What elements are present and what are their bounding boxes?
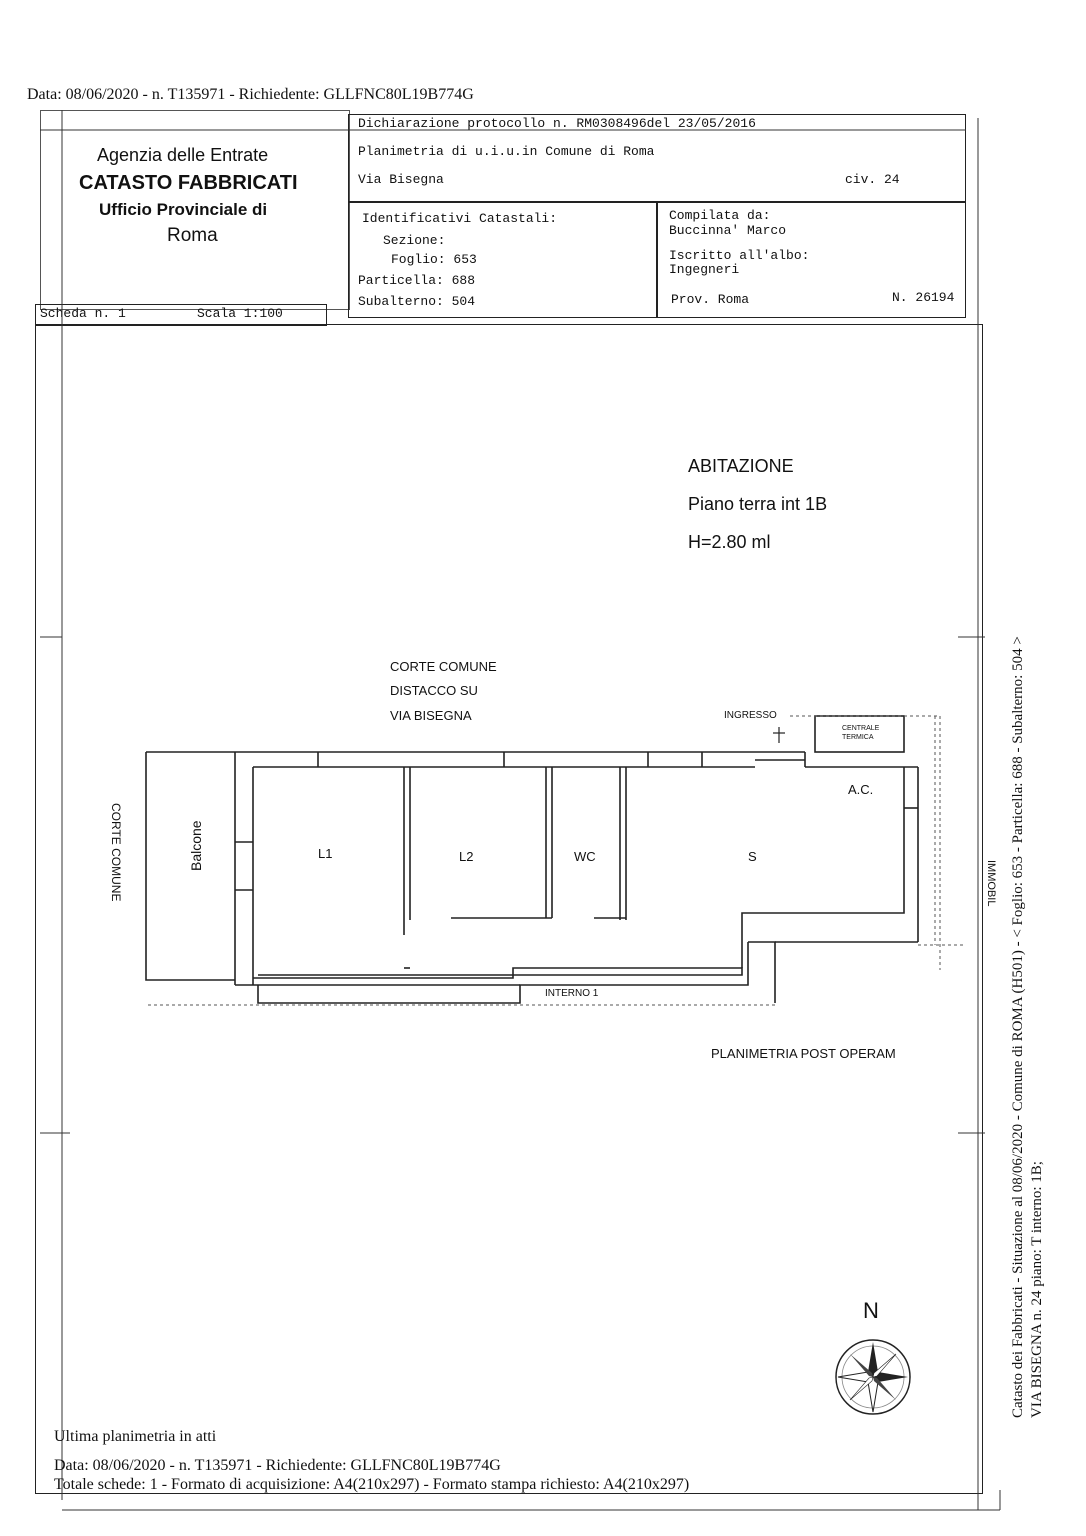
- post-operam-label: PLANIMETRIA POST OPERAM: [711, 1046, 896, 1061]
- foglio-field: Foglio: 653: [391, 252, 477, 267]
- corte-label-3: VIA BISEGNA: [390, 708, 472, 723]
- subalterno-field: Subalterno: 504: [358, 294, 476, 309]
- scale-label: Scala 1:100: [197, 306, 283, 321]
- north-label: N: [863, 1298, 879, 1323]
- centrale-label-2: TERMICA: [842, 734, 874, 741]
- ufficio-label: Ufficio Provinciale di: [99, 200, 268, 219]
- room-s: S: [748, 849, 757, 864]
- albo-value: Ingegneri: [669, 262, 740, 277]
- ufficio-city: Roma: [167, 225, 218, 246]
- corte-side-label: CORTE COMUNE: [109, 803, 123, 902]
- planimetria-line: Planimetria di u.i.u.in Comune di Roma: [358, 144, 655, 159]
- ultima-planimetria: Ultima planimetria in atti: [54, 1428, 217, 1445]
- balcone-label: Balcone: [188, 820, 204, 871]
- civic-number: civ. 24: [845, 172, 900, 187]
- compiler-name: Buccinna' Marco: [669, 223, 787, 238]
- iscritto-label: Iscritto all'albo:: [669, 248, 810, 263]
- register-number: N. 26194: [892, 290, 955, 305]
- plan-height: H=2.80 ml: [688, 532, 771, 552]
- ac-label: A.C.: [848, 782, 874, 797]
- plan-floor: Piano terra int 1B: [688, 494, 828, 514]
- room-l2: L2: [459, 849, 474, 864]
- compilata-label: Compilata da:: [669, 208, 771, 223]
- agency-name: Agenzia delle Entrate: [97, 145, 269, 165]
- identifiers-title: Identificativi Catastali:: [362, 211, 558, 226]
- request-header: Data: 08/06/2020 - n. T135971 - Richiedente: GLLFNC80L19B774G: [27, 86, 474, 103]
- corte-label-1: CORTE COMUNE: [390, 659, 497, 674]
- particella-field: Particella: 688: [358, 273, 476, 288]
- footer-totals: Totale schede: 1 - Formato di acquisizione: A4(210x297) - Formato stampa richiesto: A4(210x297): [54, 1476, 690, 1493]
- compass-rose-icon: [836, 1298, 910, 1414]
- ingresso-label: INGRESSO: [724, 710, 777, 721]
- protocol-line: Dichiarazione protocollo n. RM0308496del 23/05/2016: [358, 116, 756, 131]
- interno-label: INTERNO 1: [545, 988, 599, 999]
- catasto-title: CATASTO FABBRICATI: [79, 172, 298, 194]
- room-l1: L1: [318, 846, 333, 861]
- footer-request: Data: 08/06/2020 - n. T135971 - Richiedente: GLLFNC80L19B774G: [54, 1457, 501, 1474]
- corte-label-2: DISTACCO SU: [390, 683, 478, 698]
- side-situation-text: Catasto dei Fabbricati - Situazione al 08/06/2020 - Comune di ROMA (H501) - < Foglio: 653 - Particella: 688 - Subalterno: 504 >: [1010, 636, 1026, 1418]
- sezione-field: Sezione:: [383, 233, 446, 248]
- plan-title: ABITAZIONE: [688, 456, 794, 476]
- province: Prov. Roma: [671, 292, 750, 307]
- centrale-label-1: CENTRALE: [842, 725, 880, 732]
- street-name: Via Bisegna: [358, 172, 444, 187]
- scheda-number: Scheda n. 1: [40, 306, 126, 321]
- side-address-text: VIA BISEGNA n. 24 piano: T interno: 1B;: [1029, 1161, 1045, 1418]
- room-wc: WC: [574, 849, 596, 864]
- stamp-text: IMMOBIL: [985, 860, 997, 907]
